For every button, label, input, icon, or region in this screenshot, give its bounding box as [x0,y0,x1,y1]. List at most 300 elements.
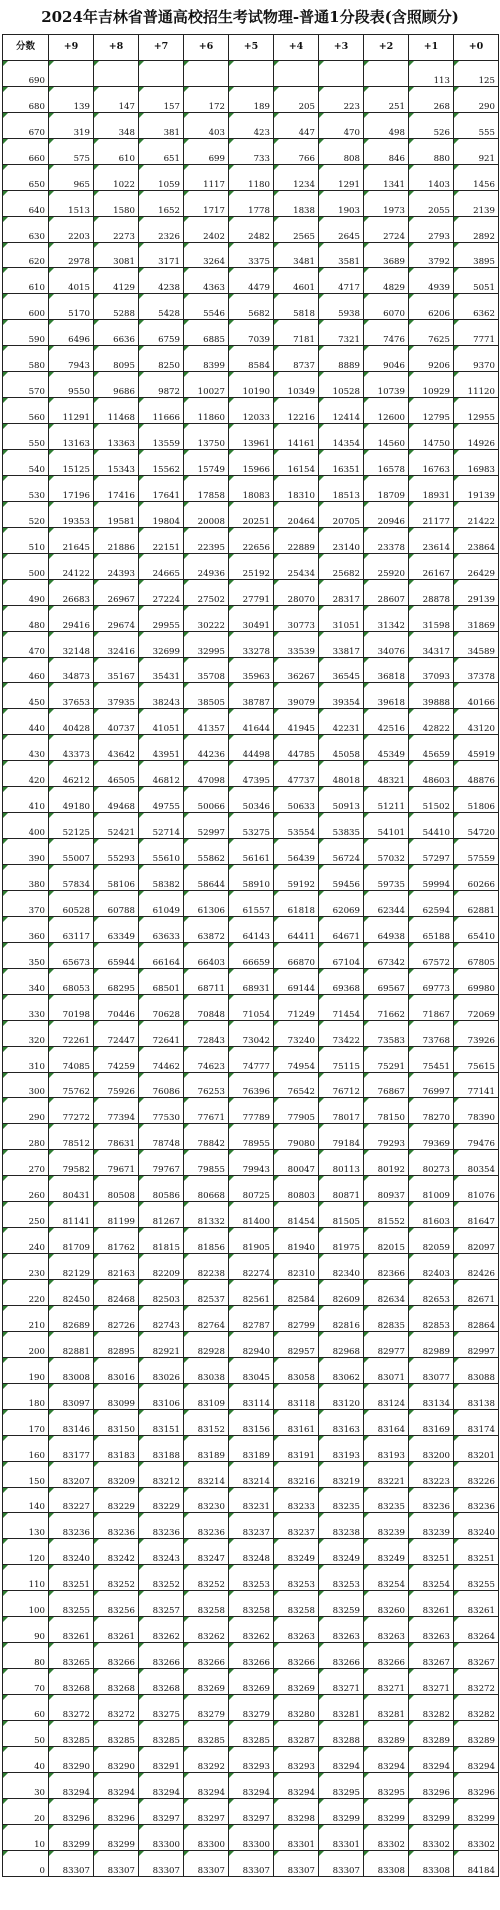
table-row [3,1046,499,1072]
cumulative-count-cell: 83258 [184,1591,229,1617]
cumulative-count-cell: 40428 [49,709,94,735]
cumulative-count-cell: 74085 [49,1046,94,1072]
table-row [3,294,499,320]
cumulative-count-cell: 83236 [184,1513,229,1539]
cumulative-count-cell: 83261 [454,1591,499,1617]
cumulative-count-cell: 55293 [94,839,139,865]
cumulative-count-cell: 83008 [49,1357,94,1383]
table-header-row [3,35,499,61]
cumulative-count-cell: 83259 [319,1591,364,1617]
cumulative-count-cell: 78390 [454,1098,499,1124]
cumulative-count-cell: 52421 [94,813,139,839]
cumulative-count-cell: 82238 [184,1254,229,1280]
column-header-offset: +1 [409,35,454,61]
cumulative-count-cell: 82426 [454,1254,499,1280]
cumulative-count-cell: 6362 [454,294,499,320]
cumulative-count-cell: 82726 [94,1305,139,1331]
cumulative-count-cell: 83294 [184,1772,229,1798]
cumulative-count-cell: 83307 [319,1850,364,1876]
cumulative-count-cell: 9206 [409,346,454,372]
cumulative-count-cell: 82503 [139,1280,184,1306]
cumulative-count-cell: 4015 [49,268,94,294]
cumulative-count-cell [139,60,184,86]
cumulative-count-cell: 68711 [184,968,229,994]
cumulative-count-cell: 1717 [184,190,229,216]
table-row [3,1383,499,1409]
cumulative-count-cell: 83262 [184,1617,229,1643]
cumulative-count-cell: 78842 [184,1124,229,1150]
cumulative-count-cell: 52997 [184,813,229,839]
cumulative-count-cell: 23614 [409,527,454,553]
table-row [3,1280,499,1306]
cumulative-count-cell: 11291 [49,398,94,424]
cumulative-count-cell: 34317 [409,631,454,657]
cumulative-count-cell: 6636 [94,320,139,346]
cumulative-count-cell: 4363 [184,268,229,294]
cumulative-count-cell: 54101 [364,813,409,839]
cumulative-count-cell: 83301 [319,1824,364,1850]
cumulative-count-cell: 82634 [364,1280,409,1306]
cumulative-count-cell: 10349 [274,372,319,398]
table-row [3,1798,499,1824]
table-row [3,683,499,709]
score-cell: 250 [3,1202,49,1228]
cumulative-count-cell: 83263 [364,1617,409,1643]
cumulative-count-cell: 7943 [49,346,94,372]
table-row [3,994,499,1020]
cumulative-count-cell: 69368 [319,968,364,994]
cumulative-count-cell: 83229 [94,1487,139,1513]
cumulative-count-cell: 846 [364,138,409,164]
cumulative-count-cell: 15966 [229,450,274,476]
cumulative-count-cell: 67104 [319,942,364,968]
table-row [3,1669,499,1695]
cumulative-count-cell: 37093 [409,657,454,683]
cumulative-count-cell: 82609 [319,1280,364,1306]
cumulative-count-cell: 83212 [139,1461,184,1487]
score-cell: 470 [3,631,49,657]
cumulative-count-cell: 7476 [364,320,409,346]
cumulative-count-cell: 12795 [409,398,454,424]
score-cell: 120 [3,1539,49,1565]
score-cell: 170 [3,1409,49,1435]
cumulative-count-cell: 73042 [229,1020,274,1046]
cumulative-count-cell: 75762 [49,1072,94,1098]
cumulative-count-cell: 33278 [229,631,274,657]
table-row [3,1254,499,1280]
score-cell: 550 [3,424,49,450]
cumulative-count-cell: 77141 [454,1072,499,1098]
cumulative-count-cell: 157 [139,86,184,112]
cumulative-count-cell: 18709 [364,475,409,501]
cumulative-count-cell: 83262 [229,1617,274,1643]
cumulative-count-cell: 15343 [94,450,139,476]
column-header-offset: +4 [274,35,319,61]
cumulative-count-cell: 10528 [319,372,364,398]
cumulative-count-cell: 83299 [319,1798,364,1824]
cumulative-count-cell: 41357 [184,709,229,735]
cumulative-count-cell: 45058 [319,735,364,761]
cumulative-count-cell: 83296 [454,1772,499,1798]
cumulative-count-cell: 2793 [409,216,454,242]
cumulative-count-cell: 125 [454,60,499,86]
cumulative-count-cell: 76997 [409,1072,454,1098]
score-cell: 530 [3,475,49,501]
cumulative-count-cell: 83262 [139,1617,184,1643]
cumulative-count-cell: 83164 [364,1409,409,1435]
cumulative-count-cell: 83045 [229,1357,274,1383]
cumulative-count-cell: 83238 [319,1513,364,1539]
cumulative-count-cell: 73422 [319,1020,364,1046]
cumulative-count-cell: 80113 [319,1150,364,1176]
cumulative-count-cell: 81815 [139,1228,184,1254]
cumulative-count-cell: 81400 [229,1202,274,1228]
cumulative-count-cell: 9370 [454,346,499,372]
cumulative-count-cell: 4129 [94,268,139,294]
cumulative-count-cell: 83058 [274,1357,319,1383]
cumulative-count-cell: 83294 [274,1772,319,1798]
cumulative-count-cell: 205 [274,86,319,112]
cumulative-count-cell: 24665 [139,553,184,579]
table-row [3,1150,499,1176]
table-row [3,320,499,346]
cumulative-count-cell: 67342 [364,942,409,968]
cumulative-count-cell: 83267 [454,1643,499,1669]
table-row [3,1176,499,1202]
cumulative-count-cell: 63349 [94,916,139,942]
cumulative-count-cell: 75615 [454,1046,499,1072]
score-cell: 500 [3,553,49,579]
cumulative-count-cell: 38243 [139,683,184,709]
cumulative-count-cell: 51211 [364,787,409,813]
cumulative-count-cell: 2892 [454,216,499,242]
cumulative-count-cell: 83266 [184,1643,229,1669]
cumulative-count-cell: 54720 [454,813,499,839]
cumulative-count-cell: 31342 [364,605,409,631]
cumulative-count-cell: 3481 [274,242,319,268]
cumulative-count-cell: 48321 [364,761,409,787]
cumulative-count-cell: 4238 [139,268,184,294]
cumulative-count-cell: 83255 [49,1591,94,1617]
cumulative-count-cell: 60266 [454,865,499,891]
cumulative-count-cell: 83307 [139,1850,184,1876]
cumulative-count-cell: 82450 [49,1280,94,1306]
cumulative-count-cell: 83271 [409,1669,454,1695]
cumulative-count-cell: 83251 [454,1539,499,1565]
cumulative-count-cell: 61557 [229,890,274,916]
cumulative-count-cell: 83209 [94,1461,139,1487]
cumulative-count-cell: 83235 [364,1487,409,1513]
cumulative-count-cell: 57032 [364,839,409,865]
cumulative-count-cell: 82163 [94,1254,139,1280]
cumulative-count-cell: 172 [184,86,229,112]
cumulative-count-cell: 83191 [274,1435,319,1461]
cumulative-count-cell: 1903 [319,190,364,216]
cumulative-count-cell: 9046 [364,346,409,372]
cumulative-count-cell: 82816 [319,1305,364,1331]
score-cell: 100 [3,1591,49,1617]
cumulative-count-cell: 83249 [319,1539,364,1565]
cumulative-count-cell: 82787 [229,1305,274,1331]
cumulative-count-cell: 27224 [139,579,184,605]
cumulative-count-cell: 82366 [364,1254,409,1280]
cumulative-count-cell: 29955 [139,605,184,631]
cumulative-count-cell: 83233 [274,1487,319,1513]
cumulative-count-cell: 83169 [409,1409,454,1435]
cumulative-count-cell: 83236 [94,1513,139,1539]
cumulative-count-cell: 74259 [94,1046,139,1072]
cumulative-count-cell: 7321 [319,320,364,346]
cumulative-count-cell: 4717 [319,268,364,294]
cumulative-count-cell: 30773 [274,605,319,631]
cumulative-count-cell: 83302 [409,1824,454,1850]
table-row [3,605,499,631]
cumulative-count-cell: 81856 [184,1228,229,1254]
table-row [3,1305,499,1331]
cumulative-count-cell: 39354 [319,683,364,709]
cumulative-count-cell: 83266 [319,1643,364,1669]
cumulative-count-cell: 26967 [94,579,139,605]
cumulative-count-cell: 83299 [454,1798,499,1824]
cumulative-count-cell: 83307 [94,1850,139,1876]
column-header-offset: +7 [139,35,184,61]
cumulative-count-cell: 28607 [364,579,409,605]
table-row [3,735,499,761]
cumulative-count-cell: 2203 [49,216,94,242]
cumulative-count-cell: 45659 [409,735,454,761]
cumulative-count-cell: 1973 [364,190,409,216]
cumulative-count-cell: 39079 [274,683,319,709]
cumulative-count-cell: 20464 [274,501,319,527]
cumulative-count-cell: 83088 [454,1357,499,1383]
cumulative-count-cell: 3264 [184,242,229,268]
cumulative-count-cell: 83254 [364,1565,409,1591]
cumulative-count-cell: 3792 [409,242,454,268]
cumulative-count-cell: 39888 [409,683,454,709]
cumulative-count-cell: 83285 [49,1720,94,1746]
table-row [3,1202,499,1228]
cumulative-count-cell: 20946 [364,501,409,527]
cumulative-count-cell: 81199 [94,1202,139,1228]
cumulative-count-cell: 79582 [49,1150,94,1176]
cumulative-count-cell: 43642 [94,735,139,761]
cumulative-count-cell: 83290 [49,1746,94,1772]
cumulative-count-cell: 83226 [454,1461,499,1487]
cumulative-count-cell: 83297 [139,1798,184,1824]
column-header-offset: +8 [94,35,139,61]
cumulative-count-cell: 82921 [139,1331,184,1357]
cumulative-count-cell: 26429 [454,553,499,579]
cumulative-count-cell: 83269 [274,1669,319,1695]
cumulative-count-cell: 56161 [229,839,274,865]
table-row [3,1409,499,1435]
cumulative-count-cell: 14750 [409,424,454,450]
cumulative-count-cell: 83280 [274,1695,319,1721]
cumulative-count-cell: 83188 [139,1435,184,1461]
table-row [3,761,499,787]
table-row [3,138,499,164]
cumulative-count-cell: 83248 [229,1539,274,1565]
cumulative-count-cell: 83299 [364,1798,409,1824]
score-cell: 540 [3,450,49,476]
cumulative-count-cell: 83263 [274,1617,319,1643]
table-row [3,450,499,476]
cumulative-count-cell: 58382 [139,865,184,891]
cumulative-count-cell: 70198 [49,994,94,1020]
cumulative-count-cell: 28317 [319,579,364,605]
cumulative-count-cell: 57559 [454,839,499,865]
cumulative-count-cell: 29139 [454,579,499,605]
score-cell: 600 [3,294,49,320]
cumulative-count-cell: 880 [409,138,454,164]
cumulative-count-cell: 17196 [49,475,94,501]
cumulative-count-cell: 290 [454,86,499,112]
score-cell: 350 [3,942,49,968]
cumulative-count-cell: 10190 [229,372,274,398]
table-row [3,813,499,839]
cumulative-count-cell: 83099 [94,1383,139,1409]
cumulative-count-cell: 83249 [274,1539,319,1565]
cumulative-count-cell: 73583 [364,1020,409,1046]
cumulative-count-cell: 83256 [94,1591,139,1617]
cumulative-count-cell: 251 [364,86,409,112]
cumulative-count-cell: 82928 [184,1331,229,1357]
cumulative-count-cell: 75291 [364,1046,409,1072]
score-cell: 660 [3,138,49,164]
cumulative-count-cell: 2273 [94,216,139,242]
cumulative-count-cell: 1652 [139,190,184,216]
score-cell: 590 [3,320,49,346]
cumulative-count-cell: 48876 [454,761,499,787]
score-cell: 230 [3,1254,49,1280]
cumulative-count-cell: 31598 [409,605,454,631]
cumulative-count-cell: 49755 [139,787,184,813]
cumulative-count-cell: 58106 [94,865,139,891]
cumulative-count-cell: 19139 [454,475,499,501]
cumulative-count-cell: 83269 [184,1669,229,1695]
cumulative-count-cell: 2139 [454,190,499,216]
cumulative-count-cell: 81454 [274,1202,319,1228]
cumulative-count-cell: 83291 [139,1746,184,1772]
table-row [3,968,499,994]
cumulative-count-cell: 25682 [319,553,364,579]
cumulative-count-cell: 83296 [409,1772,454,1798]
cumulative-count-cell: 30222 [184,605,229,631]
cumulative-count-cell: 69567 [364,968,409,994]
cumulative-count-cell: 15562 [139,450,184,476]
cumulative-count-cell: 24936 [184,553,229,579]
cumulative-count-cell: 64938 [364,916,409,942]
cumulative-count-cell: 6759 [139,320,184,346]
cumulative-count-cell: 80192 [364,1150,409,1176]
cumulative-count-cell: 6496 [49,320,94,346]
table-row [3,709,499,735]
cumulative-count-cell: 81076 [454,1176,499,1202]
cumulative-count-cell: 71867 [409,994,454,1020]
cumulative-count-cell: 77789 [229,1098,274,1124]
table-row [3,1824,499,1850]
cumulative-count-cell: 30491 [229,605,274,631]
cumulative-count-cell: 82274 [229,1254,274,1280]
cumulative-count-cell: 83062 [319,1357,364,1383]
cumulative-count-cell [229,60,274,86]
table-row [3,787,499,813]
column-header-offset: +9 [49,35,94,61]
score-cell: 150 [3,1461,49,1487]
cumulative-count-cell: 82881 [49,1331,94,1357]
table-row [3,1228,499,1254]
cumulative-count-cell: 18083 [229,475,274,501]
cumulative-count-cell: 81267 [139,1202,184,1228]
cumulative-count-cell: 21645 [49,527,94,553]
cumulative-count-cell: 73240 [274,1020,319,1046]
cumulative-count-cell: 34873 [49,657,94,683]
table-row [3,579,499,605]
cumulative-count-cell: 83214 [184,1461,229,1487]
cumulative-count-cell: 83219 [319,1461,364,1487]
cumulative-count-cell: 83239 [364,1513,409,1539]
cumulative-count-cell: 72069 [454,994,499,1020]
cumulative-count-cell: 31051 [319,605,364,631]
cumulative-count-cell: 83297 [184,1798,229,1824]
score-cell: 690 [3,60,49,86]
cumulative-count-cell: 83299 [49,1824,94,1850]
cumulative-count-cell: 83266 [229,1643,274,1669]
cumulative-count-cell: 1580 [94,190,139,216]
cumulative-count-cell: 75926 [94,1072,139,1098]
cumulative-count-cell: 35963 [229,657,274,683]
cumulative-count-cell: 83242 [94,1539,139,1565]
cumulative-count-cell: 64411 [274,916,319,942]
cumulative-count-cell: 83257 [139,1591,184,1617]
cumulative-count-cell: 53554 [274,813,319,839]
cumulative-count-cell: 83177 [49,1435,94,1461]
cumulative-count-cell: 24393 [94,553,139,579]
cumulative-count-cell: 77272 [49,1098,94,1124]
cumulative-count-cell: 8399 [184,346,229,372]
cumulative-count-cell: 74777 [229,1046,274,1072]
cumulative-count-cell: 75115 [319,1046,364,1072]
cumulative-count-cell: 76712 [319,1072,364,1098]
cumulative-count-cell: 83279 [184,1695,229,1721]
cumulative-count-cell: 83097 [49,1383,94,1409]
cumulative-count-cell: 81647 [454,1202,499,1228]
cumulative-count-cell: 46212 [49,761,94,787]
cumulative-count-cell: 74954 [274,1046,319,1072]
cumulative-count-cell: 82403 [409,1254,454,1280]
cumulative-count-cell: 53835 [319,813,364,839]
score-cell: 340 [3,968,49,994]
score-cell: 680 [3,86,49,112]
cumulative-count-cell: 1778 [229,190,274,216]
cumulative-count-cell: 55007 [49,839,94,865]
cumulative-count-cell: 81603 [409,1202,454,1228]
cumulative-count-cell: 20705 [319,501,364,527]
cumulative-count-cell: 83183 [94,1435,139,1461]
cumulative-count-cell: 83292 [184,1746,229,1772]
table-row [3,1461,499,1487]
cumulative-count-cell: 81975 [319,1228,364,1254]
cumulative-count-cell: 23864 [454,527,499,553]
cumulative-count-cell: 16351 [319,450,364,476]
cumulative-count-cell: 71454 [319,994,364,1020]
cumulative-count-cell: 83260 [364,1591,409,1617]
table-row [3,1746,499,1772]
cumulative-count-cell: 82310 [274,1254,319,1280]
score-cell: 670 [3,112,49,138]
score-cell: 60 [3,1695,49,1721]
cumulative-count-cell: 4829 [364,268,409,294]
